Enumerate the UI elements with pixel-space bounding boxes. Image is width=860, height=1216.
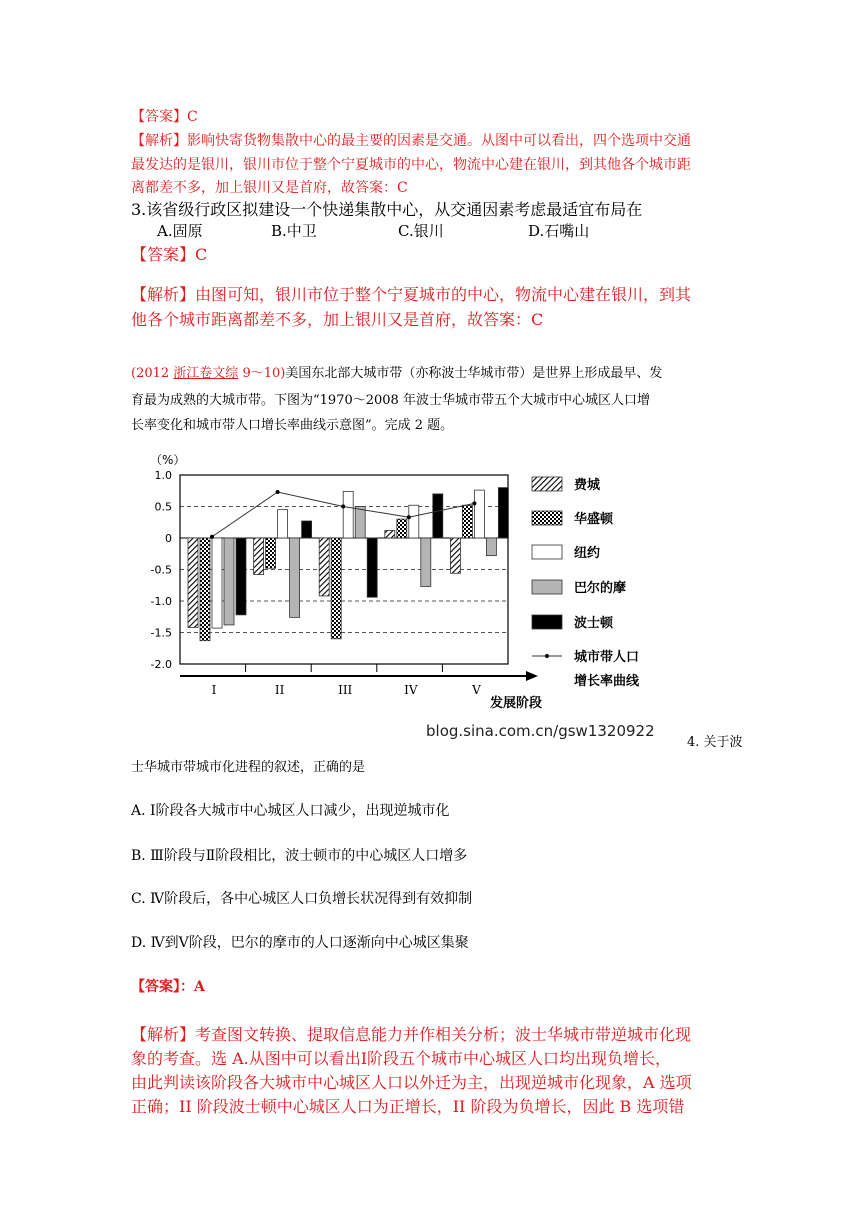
growth-rate-point	[210, 535, 214, 539]
watermark-text: blog.sina.com.cn/gsw1320922	[426, 722, 655, 740]
y-tick-label: -1.5	[150, 626, 172, 640]
bar	[254, 538, 264, 575]
x-tick-label: V	[472, 683, 481, 697]
y-tick-label: 0.5	[154, 500, 172, 514]
legend-swatch	[532, 477, 562, 491]
legend-label: 华盛顿	[574, 512, 614, 527]
bar	[450, 538, 460, 573]
growth-rate-point	[472, 501, 476, 505]
bar	[355, 507, 365, 539]
analysis-line: 【解析】影响快寄货物集散中心的最主要的因素是交通。从图中可以看出，四个选项中交通	[131, 133, 691, 149]
bar	[224, 538, 234, 625]
bar	[278, 510, 288, 538]
y-tick-label: -2.0	[150, 658, 172, 671]
analysis-line: 由此判读该阶段各大城市中心城区人口以外迁为主，出现逆城市化现象，A 选项	[131, 1073, 692, 1092]
option-c: C. Ⅳ阶段后，各中心城区人口负增长状况得到有效抑制	[131, 891, 473, 907]
bar	[367, 538, 377, 597]
option-d: D.石嘴山	[528, 222, 590, 240]
x-tick-label: IV	[404, 683, 418, 697]
analysis-line: 离都差不多，加上银川又是首府，故答案：C	[131, 180, 408, 196]
bar	[462, 505, 472, 538]
growth-rate-point	[341, 505, 345, 509]
question-4-stem: 4. 关于波	[687, 735, 743, 750]
legend-label: 纽约	[574, 546, 601, 561]
option-c: C.银川	[398, 222, 444, 240]
analysis-line: 象的考查。选 A.从图中可以看出Ⅰ阶段五个城市中心城区人口均出现负增长，	[131, 1049, 672, 1068]
bar	[266, 538, 276, 568]
y-tick-label: 0	[165, 532, 172, 545]
x-tick-label: III	[338, 683, 353, 697]
y-tick-label: -0.5	[150, 563, 172, 577]
answer-label: 【答案】C	[131, 245, 208, 264]
y-tick-label: -1.0	[150, 595, 172, 608]
growth-rate-point	[407, 515, 411, 519]
question-4-stem-cont: 士华城市带城市化进程的叙述，正确的是	[131, 760, 366, 775]
y-unit-label: （%）	[150, 453, 186, 467]
legend-label: 费城	[574, 478, 601, 493]
source-prefix: (2012	[131, 366, 174, 381]
bar	[385, 530, 395, 538]
option-a: A.固原	[157, 222, 203, 240]
legend-swatch	[532, 580, 562, 594]
analysis-line: 他各个城市距离都差不多，加上银川又是首府，故答案：C	[131, 310, 544, 329]
legend-label: 增长率曲线	[574, 674, 640, 689]
analysis-line: 正确；II 阶段波士顿中心城区人口为正增长，II 阶段为负增长，因此 B 选项错	[131, 1097, 685, 1116]
bar	[433, 494, 443, 538]
bar	[486, 538, 496, 556]
passage-line-3: 长率变化和城市带人口增长率曲线示意图”。完成 2 题。	[131, 418, 454, 433]
legend-label: 巴尔的摩	[574, 581, 627, 596]
bar	[331, 538, 341, 639]
option-a: A. Ⅰ阶段各大城市中心城区人口减少，出现逆城市化	[131, 803, 450, 819]
legend-label: 城市带人口	[574, 650, 640, 665]
bar	[343, 491, 353, 538]
passage-text: 美国东北部大城市带（亦称波士华城市带）是世界上形成最早、发	[285, 366, 663, 381]
x-axis-arrowhead	[526, 671, 538, 681]
population-growth-chart	[130, 442, 670, 752]
bar	[290, 538, 300, 617]
growth-rate-point	[276, 490, 280, 494]
option-b: B. Ⅲ阶段与Ⅱ阶段相比，波士顿市的中心城区人口增多	[131, 848, 468, 864]
bar	[319, 538, 329, 596]
x-tick-label: I	[211, 683, 217, 697]
bar	[302, 521, 312, 538]
passage-line-1	[131, 362, 662, 381]
bar	[212, 538, 222, 628]
x-axis-label: 发展阶段	[490, 696, 543, 711]
legend-label: 波士顿	[574, 616, 614, 631]
answer-label: 【答案】C	[131, 109, 198, 125]
legend-swatch	[532, 545, 562, 559]
x-tick-label: II	[274, 683, 285, 697]
source-link[interactable]: 浙江卷文综	[173, 366, 239, 381]
bar	[498, 488, 508, 538]
bar	[397, 519, 407, 538]
legend-swatch	[545, 654, 549, 658]
option-d: D. Ⅳ到Ⅴ阶段，巴尔的摩市的人口逐渐向中心城区集聚	[131, 935, 469, 951]
source-suffix: 9～10)	[238, 366, 286, 381]
legend-swatch	[532, 511, 562, 525]
analysis-line: 最发达的是银川，银川市位于整个宁夏城市的中心，物流中心建在银川，到其他各个城市距	[131, 157, 691, 173]
passage-line-2: 育最为成熟的大城市带。下图为“1970～2008 年波士华城市带五个大城市中心城区人口增	[131, 393, 650, 408]
option-b: B.中卫	[271, 222, 317, 240]
analysis-line: 【解析】由图可知，银川市位于整个宁夏城市的中心，物流中心建在银川，到其	[131, 285, 692, 304]
bar	[188, 538, 198, 627]
answer-label: 【答案】：A	[131, 979, 205, 995]
question-3-stem: 3.该省级行政区拟建设一个快递集散中心，从交通因素考虑最适宜布局在	[131, 200, 643, 219]
analysis-line: 【解析】考查图文转换、提取信息能力并作相关分析；波士华城市带逆城市化现	[131, 1025, 692, 1044]
bar	[200, 538, 210, 641]
bar	[421, 538, 431, 587]
legend-swatch	[532, 615, 562, 629]
bar	[409, 505, 419, 538]
bar	[474, 490, 484, 538]
bar	[236, 538, 246, 615]
y-tick-label: 1.0	[154, 469, 172, 482]
